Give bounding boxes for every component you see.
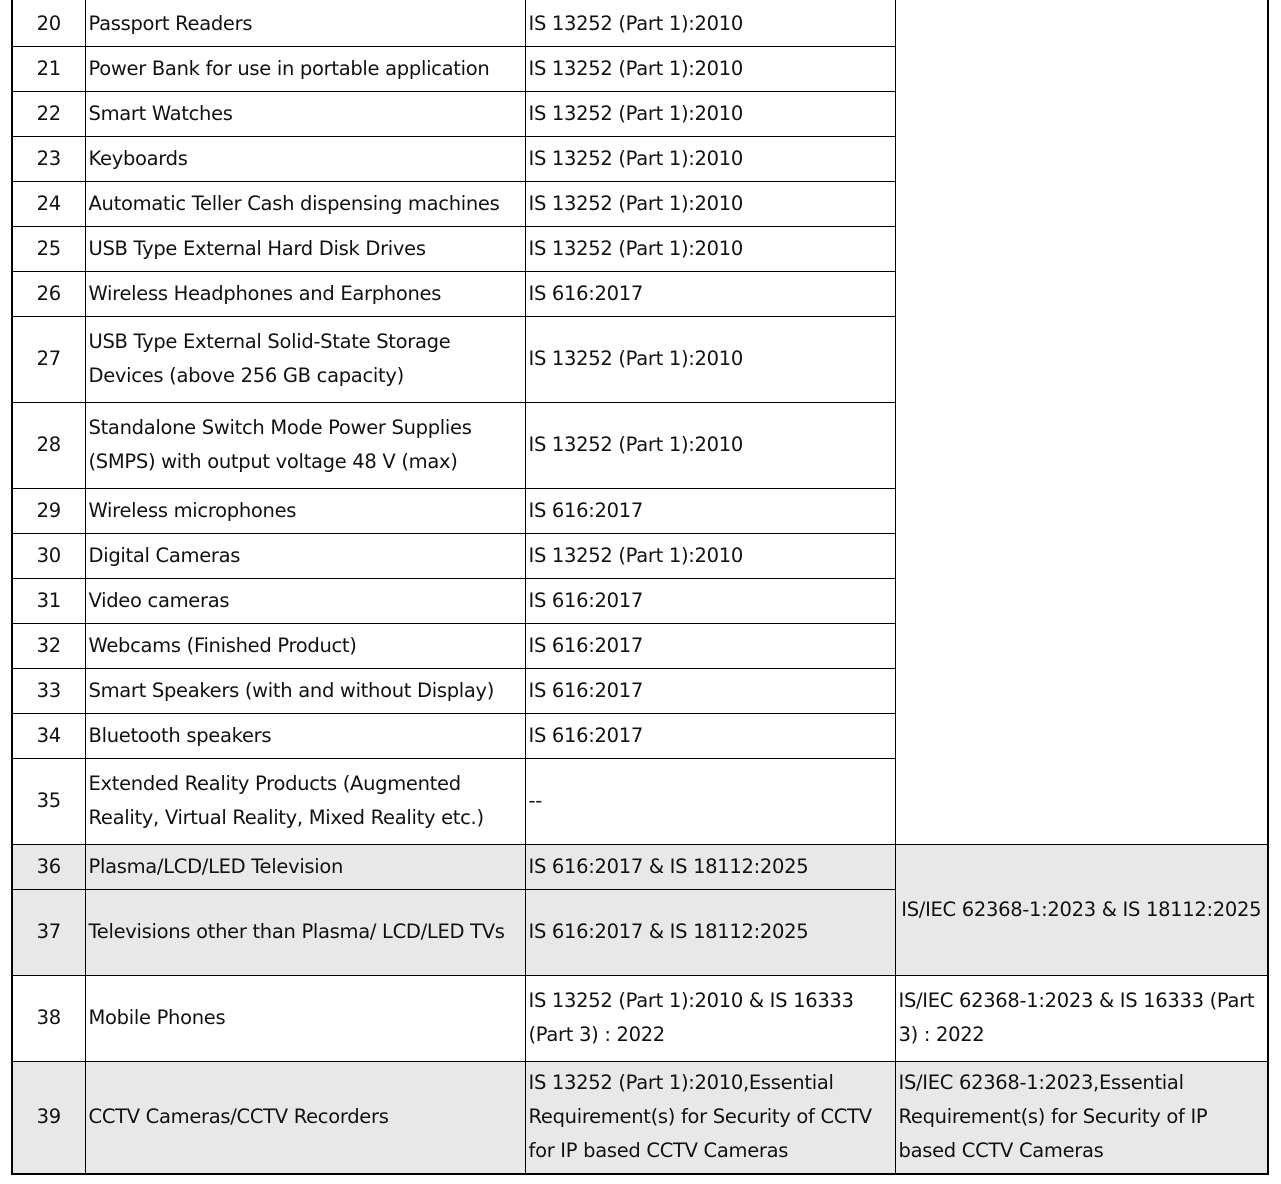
applicable-standard: IS 13252 (Part 1):2010: [525, 46, 895, 91]
table-row: [12, 0, 1268, 46]
product-name: Webcams (Finished Product): [85, 623, 525, 668]
applicable-standard: IS 616:2017 & IS 18112:2025: [525, 889, 895, 975]
row-number: 20: [12, 0, 85, 46]
table-row: [12, 975, 1268, 1061]
product-name: Digital Cameras: [85, 533, 525, 578]
applicable-standard: IS 13252 (Part 1):2010: [525, 0, 895, 46]
applicable-standard: --: [525, 758, 895, 844]
applicable-standard: IS 13252 (Part 1):2010 & IS 16333 (Part 3) : 2022: [525, 975, 895, 1061]
row-number: 25: [12, 226, 85, 271]
product-name: USB Type External Solid-State Storage Devices (above 256 GB capacity): [85, 316, 525, 402]
product-name: Smart Watches: [85, 91, 525, 136]
row-number: 27: [12, 316, 85, 402]
row-number: 26: [12, 271, 85, 316]
product-name: Keyboards: [85, 136, 525, 181]
row-number: 34: [12, 713, 85, 758]
applicable-standard: IS 13252 (Part 1):2010: [525, 91, 895, 136]
row-number: 23: [12, 136, 85, 181]
row-number: 37: [12, 889, 85, 975]
row-number: 31: [12, 578, 85, 623]
product-name: Wireless Headphones and Earphones: [85, 271, 525, 316]
alternate-standard: IS/IEC 62368-1:2023,Essential Requirement(s) for Security of IP based CCTV Cameras: [895, 1061, 1268, 1174]
product-name: Extended Reality Products (Augmented Reality, Virtual Reality, Mixed Reality etc.): [85, 758, 525, 844]
table-row: [12, 1061, 1268, 1174]
product-name: Standalone Switch Mode Power Supplies (SMPS) with output voltage 48 V (max): [85, 402, 525, 488]
row-number: 21: [12, 46, 85, 91]
product-name: CCTV Cameras/CCTV Recorders: [85, 1061, 525, 1174]
applicable-standard: IS 13252 (Part 1):2010: [525, 136, 895, 181]
applicable-standard: IS 13252 (Part 1):2010: [525, 226, 895, 271]
row-number: 36: [12, 844, 85, 889]
applicable-standard: IS 13252 (Part 1):2010,Essential Requirement(s) for Security of CCTV for IP based CCTV Cameras: [525, 1061, 895, 1174]
row-number: 30: [12, 533, 85, 578]
product-name: Televisions other than Plasma/ LCD/LED TVs: [85, 889, 525, 975]
applicable-standard: IS 13252 (Part 1):2010: [525, 533, 895, 578]
product-name: Plasma/LCD/LED Television: [85, 844, 525, 889]
applicable-standard: IS 616:2017: [525, 488, 895, 533]
applicable-standard: IS 616:2017 & IS 18112:2025: [525, 844, 895, 889]
applicable-standard: IS 13252 (Part 1):2010: [525, 402, 895, 488]
row-number: 29: [12, 488, 85, 533]
product-name: Video cameras: [85, 578, 525, 623]
row-number: 35: [12, 758, 85, 844]
row-number: 32: [12, 623, 85, 668]
product-name: Power Bank for use in portable application: [85, 46, 525, 91]
applicable-standard: IS 616:2017: [525, 271, 895, 316]
applicable-standard: IS 13252 (Part 1):2010: [525, 181, 895, 226]
product-name: Wireless microphones: [85, 488, 525, 533]
product-name: Smart Speakers (with and without Display): [85, 668, 525, 713]
row-number: 38: [12, 975, 85, 1061]
row-number: 33: [12, 668, 85, 713]
row-number: 24: [12, 181, 85, 226]
product-name: Automatic Teller Cash dispensing machines: [85, 181, 525, 226]
applicable-standard: IS 616:2017: [525, 668, 895, 713]
applicable-standard: IS 616:2017: [525, 578, 895, 623]
applicable-standard: IS 13252 (Part 1):2010: [525, 316, 895, 402]
blank-cell: [895, 0, 1268, 844]
standards-table: [11, 0, 1269, 1175]
product-name: Passport Readers: [85, 0, 525, 46]
product-name: USB Type External Hard Disk Drives: [85, 226, 525, 271]
alternate-standard: IS/IEC 62368-1:2023 & IS 16333 (Part 3) : 2022: [895, 975, 1268, 1061]
row-number: 22: [12, 91, 85, 136]
table-row: [12, 844, 1268, 889]
applicable-standard: IS 616:2017: [525, 713, 895, 758]
product-name: Mobile Phones: [85, 975, 525, 1061]
row-number: 39: [12, 1061, 85, 1174]
alternate-standard: IS/IEC 62368-1:2023 & IS 18112:2025: [895, 844, 1268, 975]
product-name: Bluetooth speakers: [85, 713, 525, 758]
applicable-standard: IS 616:2017: [525, 623, 895, 668]
row-number: 28: [12, 402, 85, 488]
